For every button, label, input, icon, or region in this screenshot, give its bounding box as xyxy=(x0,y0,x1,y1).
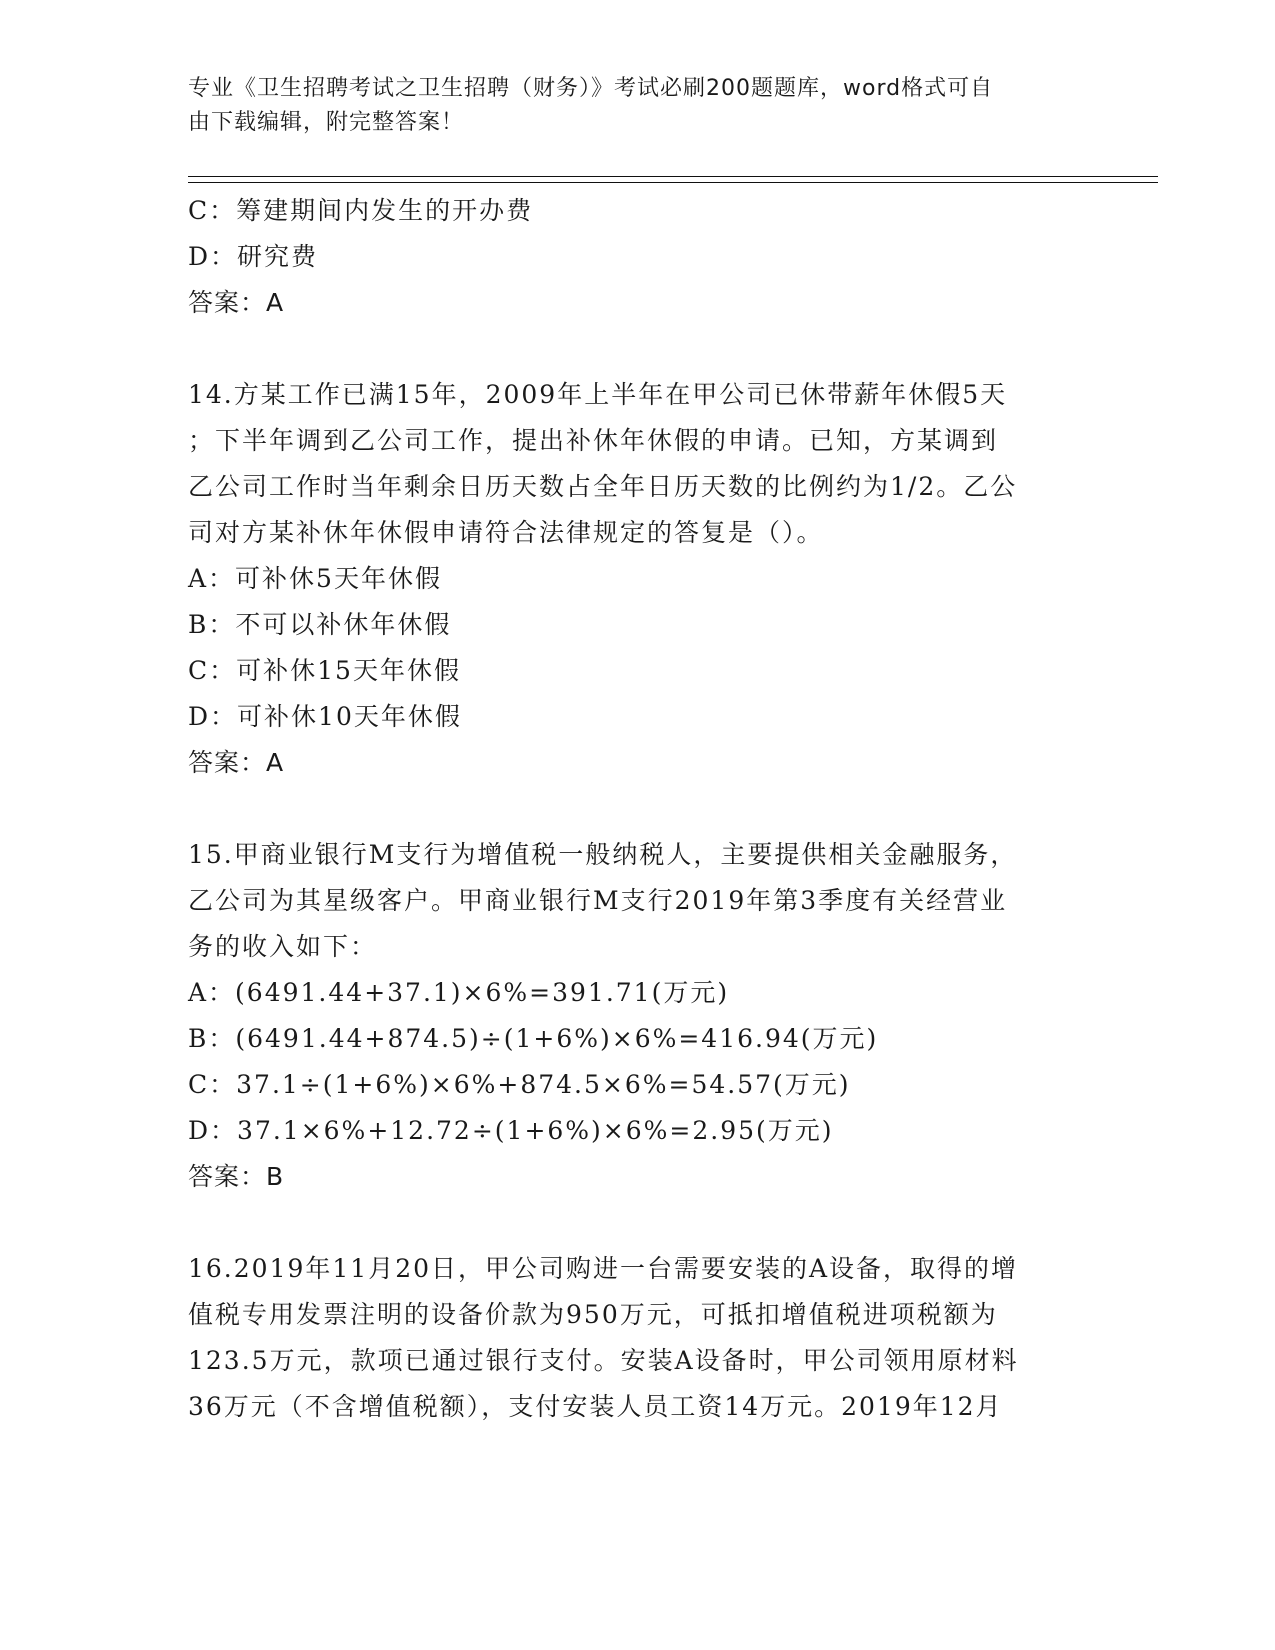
q14-option-c: C：可补休15天年休假 xyxy=(188,656,461,685)
q14-stem-line: 14.方某工作已满15年，2009年上半年在甲公司已休带薪年休假5天 xyxy=(188,380,1008,409)
spacer xyxy=(188,326,1088,372)
q16-stem-line: 值税专用发票注明的设备价款为950万元，可抵扣增值税进项税额为 xyxy=(188,1300,998,1329)
q13-answer: 答案：A xyxy=(188,288,285,317)
header-line-2: 由下载编辑，附完整答案！ xyxy=(188,110,465,135)
spacer xyxy=(188,786,1088,832)
q15-stem-line: 务的收入如下： xyxy=(188,932,378,961)
document-header xyxy=(188,72,1068,140)
q16-stem-line: 123.5万元，款项已通过银行支付。安装A设备时，甲公司领用原材料 xyxy=(188,1346,1019,1375)
q15-option-a: A：(6491.44+37.1)×6%=391.71(万元) xyxy=(188,978,730,1007)
q14-stem-line: ；下半年调到乙公司工作，提出补休年休假的申请。已知，方某调到 xyxy=(188,426,999,455)
question-14 xyxy=(188,372,1088,786)
q15-option-d: D：37.1×6%+12.72÷(1+6%)×6%=2.95(万元) xyxy=(188,1116,834,1145)
q13-option-d: D：研究费 xyxy=(188,242,319,271)
header-divider xyxy=(188,176,1158,183)
question-16 xyxy=(188,1246,1088,1430)
question-15 xyxy=(188,832,1088,1200)
header-line-1: 专业《卫生招聘考试之卫生招聘（财务）》考试必刷200题题库，word格式可自 xyxy=(188,76,994,101)
q15-option-b: B：(6491.44+874.5)÷(1+6%)×6%=416.94(万元) xyxy=(188,1024,879,1053)
q14-stem-line: 司对方某补休年休假申请符合法律规定的答复是（）。 xyxy=(188,518,824,547)
q16-stem-line: 16.2019年11月20日，甲公司购进一台需要安装的A设备，取得的增 xyxy=(188,1254,1019,1283)
q14-option-b: B：不可以补休年休假 xyxy=(188,610,452,639)
document-body xyxy=(188,188,1088,1430)
q16-stem-line: 36万元（不含增值税额），支付安装人员工资14万元。2019年12月 xyxy=(188,1392,1003,1421)
q15-option-c: C：37.1÷(1+6%)×6%+874.5×6%=54.57(万元) xyxy=(188,1070,851,1099)
q15-stem-line: 15.甲商业银行M支行为增值税一般纳税人，主要提供相关金融服务， xyxy=(188,840,1018,869)
spacer xyxy=(188,1200,1088,1246)
q13-option-c: C：筹建期间内发生的开办费 xyxy=(188,196,534,225)
q14-stem-line: 乙公司工作时当年剩余日历天数占全年日历天数的比例约为1/2。乙公 xyxy=(188,472,1018,501)
question-13 xyxy=(188,188,1088,326)
q14-option-a: A：可补休5天年休假 xyxy=(188,564,442,593)
q14-option-d: D：可补休10天年休假 xyxy=(188,702,462,731)
q14-answer: 答案：A xyxy=(188,748,285,777)
q15-answer: 答案：B xyxy=(188,1162,285,1191)
q15-stem-line: 乙公司为其星级客户。甲商业银行M支行2019年第3季度有关经营业 xyxy=(188,886,1008,915)
